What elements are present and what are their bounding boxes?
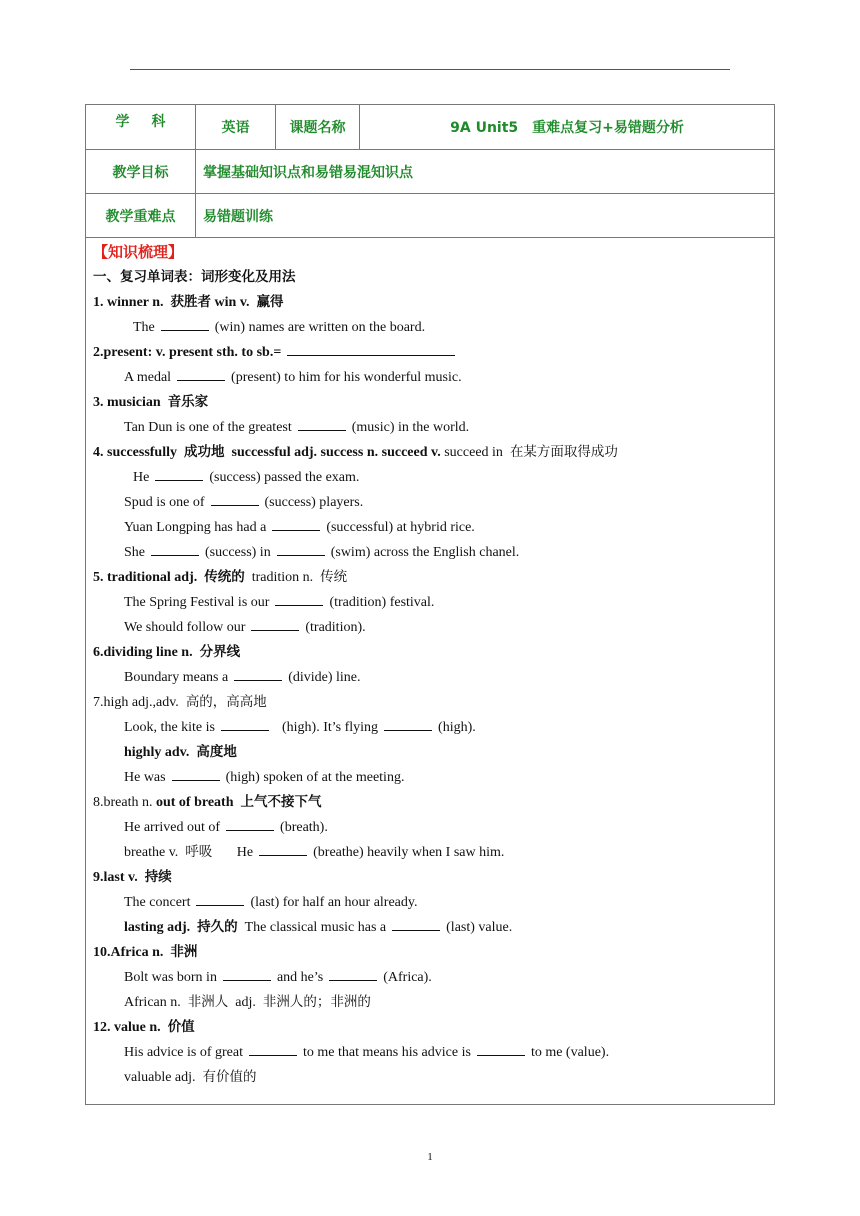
exercise-line: The Spring Festival is our (tradition) festival. <box>93 590 774 615</box>
answer-blank <box>329 966 377 981</box>
answer-blank <box>251 616 299 631</box>
item-breathe: breathe v. 呼吸 He (breathe) heavily when I saw him. <box>93 840 774 865</box>
exercise-line: Bolt was born in and he’s (Africa). <box>93 965 774 990</box>
subject-label: 学科 <box>86 105 196 149</box>
content-body <box>86 238 774 1104</box>
exercise-line: Boundary means a (divide) line. <box>93 665 774 690</box>
exercise-line: He arrived out of (breath). <box>93 815 774 840</box>
key-value: 易错题训练 <box>203 208 273 225</box>
item-successfully: 4. successfully 成功地 successful adj. success n. succeed v. succeed in 在某方面取得成功 <box>93 444 618 460</box>
answer-blank <box>196 891 244 906</box>
page-number: 1 <box>427 1151 433 1163</box>
answer-blank <box>287 341 455 356</box>
header-row-subject <box>86 105 774 150</box>
answer-blank <box>259 841 307 856</box>
item-dividing-line: 6.dividing line n. 分界线 <box>93 644 241 660</box>
answer-blank <box>177 366 225 381</box>
header-row-key <box>86 194 774 238</box>
item-high: 7.high adj.,adv. 高的，高高地 <box>93 694 267 710</box>
goal-label: 教学目标 <box>86 150 196 193</box>
answer-blank <box>223 966 271 981</box>
vocab-heading: 一、复习单词表：词形变化及用法 <box>93 269 296 285</box>
exercise-line: Tan Dun is one of the greatest (music) in the world. <box>93 415 774 440</box>
section-title: 【知识梳理】 <box>93 243 184 261</box>
item-africa: 10.Africa n. 非洲 <box>93 944 198 960</box>
answer-blank <box>221 716 269 731</box>
answer-blank <box>249 1041 297 1056</box>
answer-blank <box>392 916 440 931</box>
item-value: 12. value n. 价值 <box>93 1019 195 1035</box>
exercise-line: We should follow our (tradition). <box>93 615 774 640</box>
answer-blank <box>155 466 203 481</box>
topic-label: 课题名称 <box>276 105 360 149</box>
header-row-goal <box>86 150 774 194</box>
answer-blank <box>275 591 323 606</box>
exercise-line: Spud is one of (success) players. <box>93 490 774 515</box>
answer-blank <box>384 716 432 731</box>
item-breath: 8.breath n. out of breath 上气不接下气 <box>93 794 322 810</box>
answer-blank <box>226 816 274 831</box>
exercise-line: The concert (last) for half an hour already. <box>93 890 774 915</box>
item-winner: 1. winner n. 获胜者 win v. 赢得 <box>93 294 284 310</box>
subject-value: 英语 <box>196 105 276 149</box>
exercise-line: A medal (present) to him for his wonderful music. <box>93 365 774 390</box>
exercise-line: He was (high) spoken of at the meeting. <box>93 765 774 790</box>
item-traditional: 5. traditional adj. 传统的 tradition n. 传统 <box>93 569 348 585</box>
item-valuable: valuable adj. 有价值的 <box>124 1069 257 1085</box>
answer-blank <box>277 541 325 556</box>
answer-blank <box>211 491 259 506</box>
item-present: 2.present: v. present sth. to sb.= <box>93 340 774 365</box>
topic-value: 9A Unit5 重难点复习+易错题分析 <box>450 120 684 136</box>
exercise-line: Look, the kite is (high). It’s flying (high). <box>93 715 774 740</box>
exercise-line: She (success) in (swim) across the English chanel. <box>93 540 774 565</box>
goal-value: 掌握基础知识点和易错易混知识点 <box>203 164 413 181</box>
item-last: 9.last v. 持续 <box>93 869 172 885</box>
header-rule <box>130 69 730 70</box>
answer-blank <box>151 541 199 556</box>
answer-blank <box>272 516 320 531</box>
item-african: African n. 非洲人 adj. 非洲人的；非洲的 <box>124 994 371 1010</box>
answer-blank <box>172 766 220 781</box>
answer-blank <box>298 416 346 431</box>
key-label: 教学重难点 <box>86 194 196 237</box>
answer-blank <box>161 316 209 331</box>
item-musician: 3. musician 音乐家 <box>93 394 209 410</box>
item-highly: highly adv. 高度地 <box>124 744 237 760</box>
exercise-line: The (win) names are written on the board. <box>93 315 774 340</box>
answer-blank <box>477 1041 525 1056</box>
exercise-line: Yuan Longping has had a (successful) at hybrid rice. <box>93 515 774 540</box>
lesson-table <box>85 104 775 1105</box>
item-lasting: lasting adj. 持久的 The classical music has a (last) value. <box>93 915 774 940</box>
answer-blank <box>234 666 282 681</box>
exercise-line: His advice is of great to me that means his advice is to me (value). <box>93 1040 774 1065</box>
exercise-line: He (success) passed the exam. <box>93 465 774 490</box>
